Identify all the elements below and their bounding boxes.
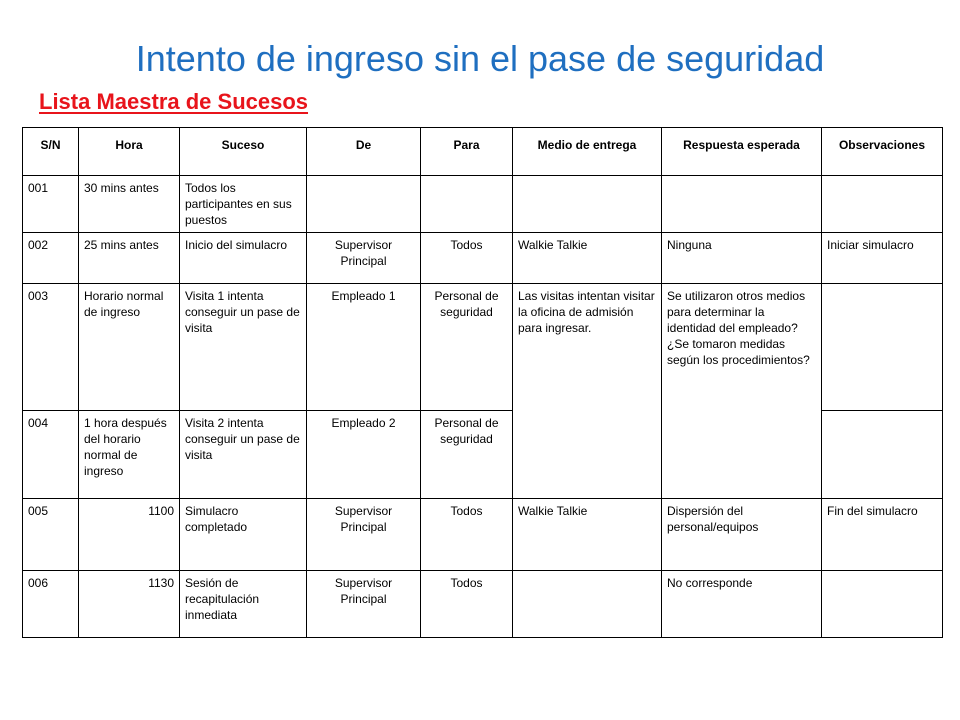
cell-hora: 1100 [79,499,180,571]
cell-para: Todos [421,233,513,284]
cell-sn: 002 [23,233,79,284]
cell-sn: 006 [23,571,79,638]
table-row [23,284,943,411]
table-row [23,571,943,638]
cell-suceso: Sesión de recapitulación inmediata [180,571,307,638]
cell-de: Supervisor Principal [307,499,421,571]
cell-de: Supervisor Principal [307,571,421,638]
cell-sn: 004 [23,411,79,499]
cell-suceso: Simulacro completado [180,499,307,571]
events-table [22,127,943,638]
cell-medio: Walkie Talkie [513,233,662,284]
header-sn: S/N [23,128,79,176]
cell-de [307,176,421,233]
cell-para: Personal de seguridad [421,411,513,499]
cell-sn: 005 [23,499,79,571]
cell-hora: 1 hora después del horario normal de ingreso [79,411,180,499]
cell-respuesta: No corresponde [662,571,822,638]
table-row [23,233,943,284]
header-para: Para [421,128,513,176]
cell-suceso: Todos los participantes en sus puestos [180,176,307,233]
header-hora: Hora [79,128,180,176]
cell-hora: 25 mins antes [79,233,180,284]
cell-observaciones [822,176,943,233]
cell-suceso: Inicio del simulacro [180,233,307,284]
cell-observaciones [822,284,943,411]
cell-observaciones [822,411,943,499]
cell-sn: 001 [23,176,79,233]
header-observaciones: Observaciones [822,128,943,176]
cell-de: Empleado 2 [307,411,421,499]
cell-observaciones: Iniciar simulacro [822,233,943,284]
cell-para: Todos [421,499,513,571]
cell-de: Supervisor Principal [307,233,421,284]
header-de: De [307,128,421,176]
table-row [23,499,943,571]
cell-sn: 003 [23,284,79,411]
cell-medio [513,176,662,233]
cell-de: Empleado 1 [307,284,421,411]
cell-respuesta: Ninguna [662,233,822,284]
cell-para [421,176,513,233]
header-suceso: Suceso [180,128,307,176]
cell-observaciones: Fin del simulacro [822,499,943,571]
cell-hora: 30 mins antes [79,176,180,233]
cell-respuesta [662,176,822,233]
cell-hora: Horario normal de ingreso [79,284,180,411]
table-header-row [23,128,943,176]
cell-respuesta: Dispersión del personal/equipos [662,499,822,571]
page-title: Intento de ingreso sin el pase de seguridad [135,38,825,79]
cell-medio: Walkie Talkie [513,499,662,571]
cell-respuesta: Se utilizaron otros medios para determinar la identidad del empleado? ¿Se tomaron medidas según los procedimientos? [662,284,822,499]
cell-para: Todos [421,571,513,638]
cell-suceso: Visita 2 intenta conseguir un pase de visita [180,411,307,499]
table-row [23,176,943,233]
cell-suceso: Visita 1 intenta conseguir un pase de visita [180,284,307,411]
header-medio: Medio de entrega [513,128,662,176]
cell-para: Personal de seguridad [421,284,513,411]
cell-hora: 1130 [79,571,180,638]
cell-medio: Las visitas intentan visitar la oficina de admisión para ingresar. [513,284,662,499]
header-respuesta: Respuesta esperada [662,128,822,176]
cell-observaciones [822,571,943,638]
page-subtitle: Lista Maestra de Sucesos [39,89,309,114]
cell-medio [513,571,662,638]
